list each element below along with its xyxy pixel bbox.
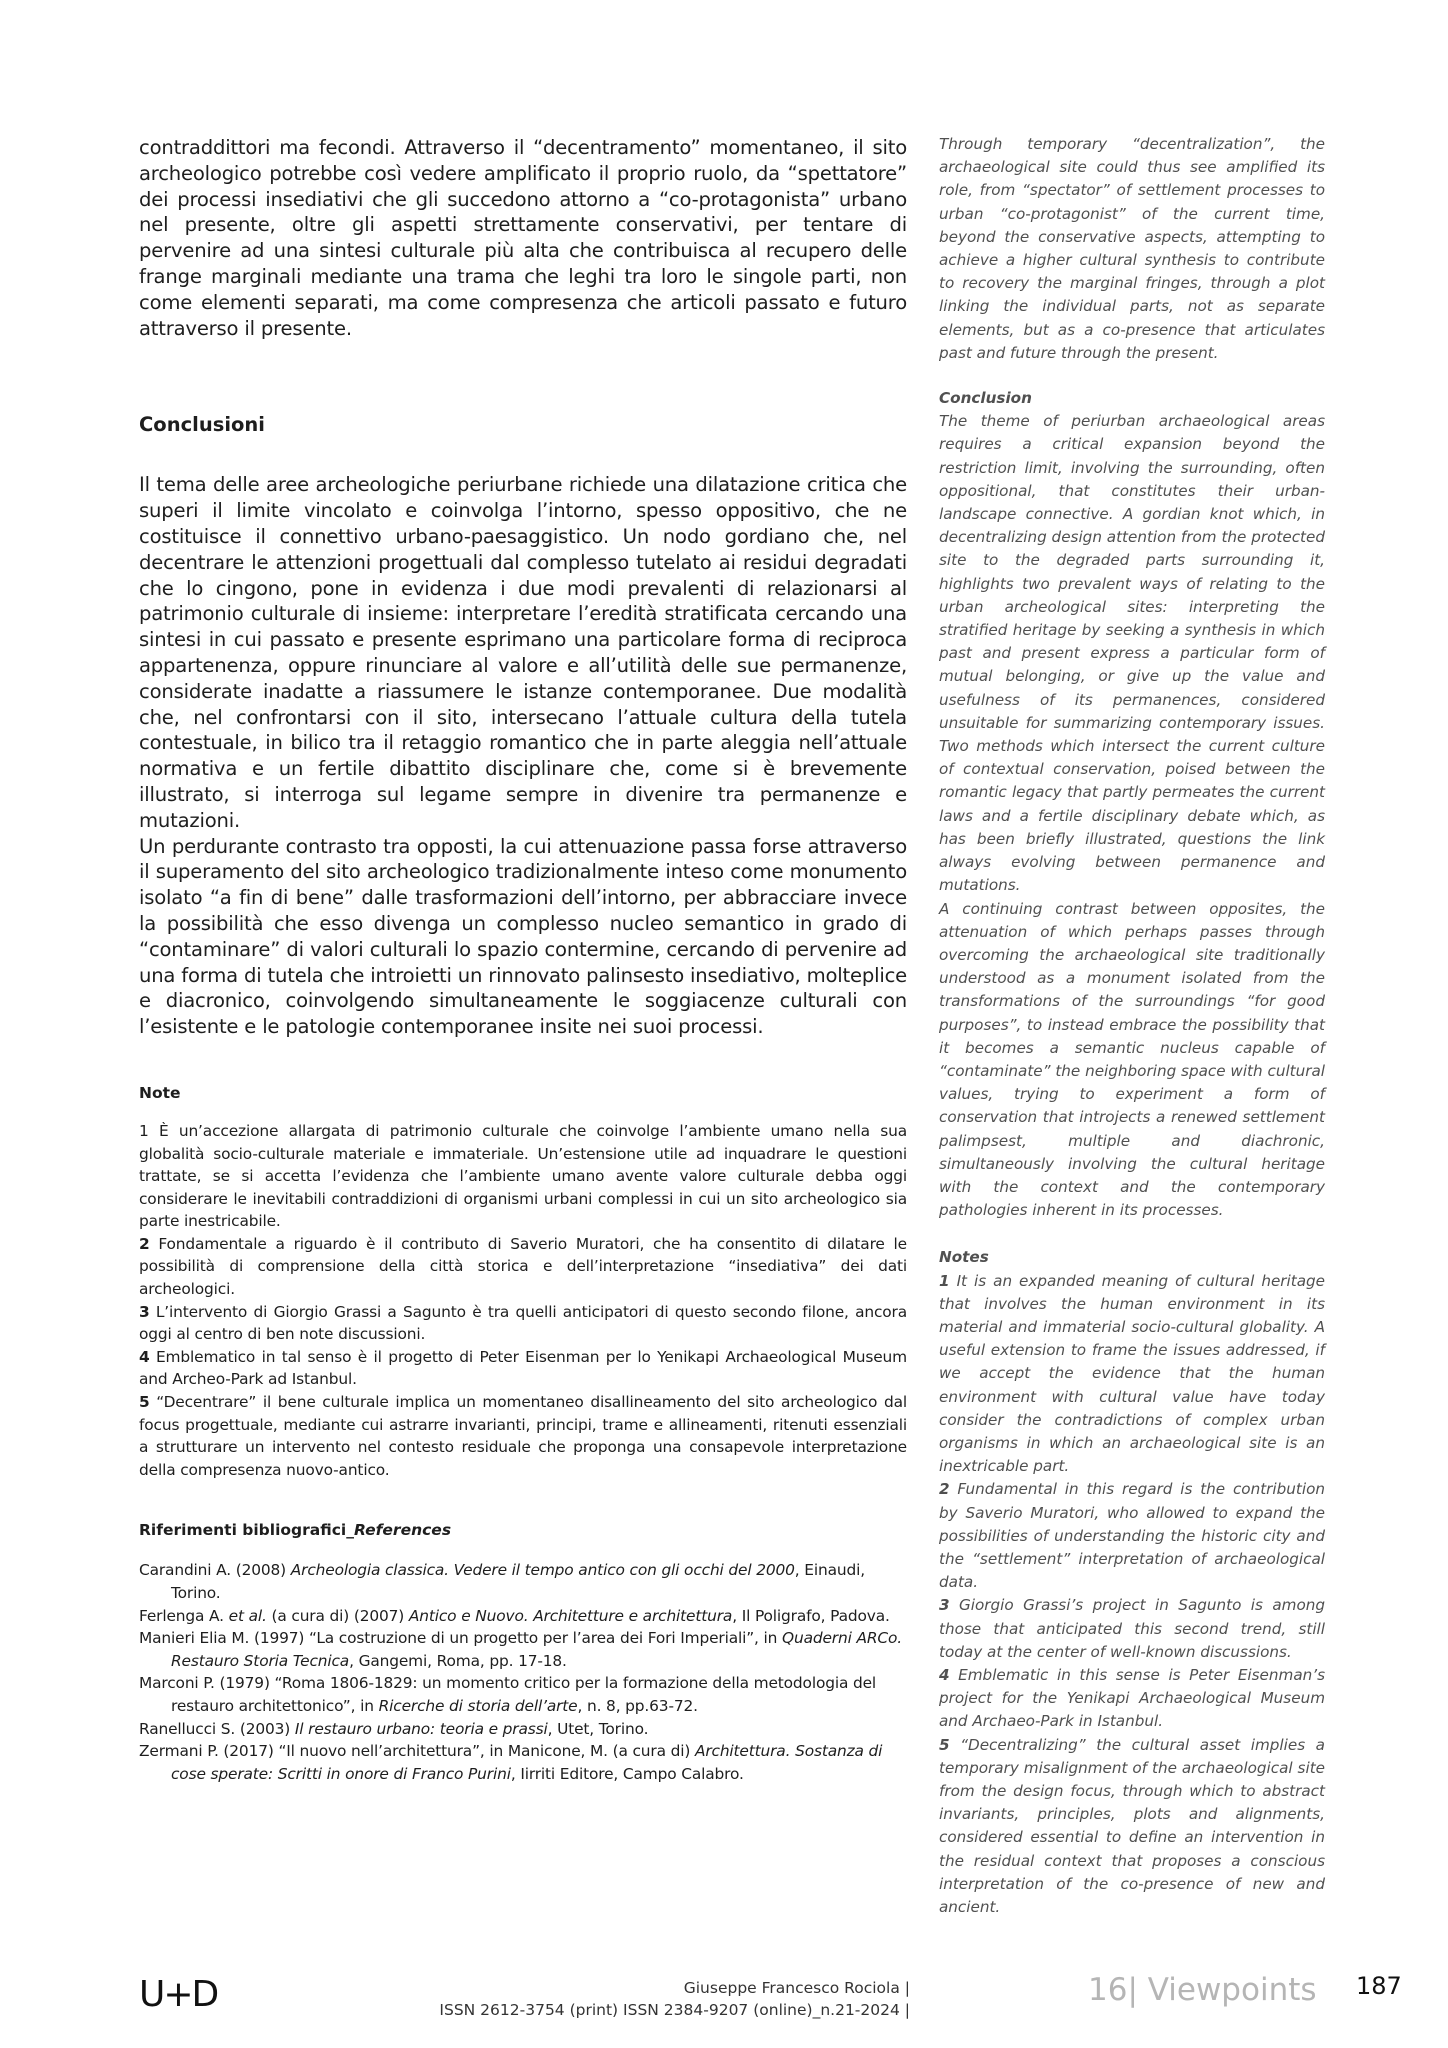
conclusion-paragraph-2-it: Un perdurante contrasto tra opposti, la cui attenuazione passa forse attraverso il superamento del sito archeologico tradizionalmente inteso come monumento isolato “a fin di bene” dalle trasformazioni dell’intorno, per abbracciare invece la possibilità che esso divenga un complesso nucleo semantico in grado di “contaminare” di valori culturali lo spazio contermine, cercando di pervenire ad una forma di tutela che introietti un rinnovato palinsesto insediativo, molteplice e diacronico, coinvolgendo simultaneamente le soggiacenze culturali con l’esistente e le patologie contemporanee insite nei suoi processi. <box>139 834 907 1039</box>
left-column <box>139 135 907 1785</box>
note-item: 3 L’intervento di Giorgio Grassi a Sagunto è tra quelli anticipatori di questo secondo filone, ancora oggi al centro di ben note discussioni. <box>139 1302 907 1344</box>
reference-item: Marconi P. (1979) “Roma 1806-1829: un momento critico per la formazione della metodologia del restauro architettonico”, in Ricerche di storia dell’arte, n. 8, pp.63-72. <box>139 1674 877 1715</box>
note-item: 1 È un’accezione allargata di patrimonio culturale che coinvolge l’ambiente umano nella sua globalità socio-culturale materiale e immateriale. Un’estensione utile ad inquadrare le questioni trattate, se si accetta l’evidenza che l’ambiente umano avente valore culturale debba oggi considerare le inevitabili contraddizioni di organismi urbani complessi in cui un sito archeologico sia parte inestricabile. <box>139 1121 907 1231</box>
conclusion-heading-it: Conclusioni <box>139 413 265 437</box>
reference-item: Ferlenga A. et al. (a cura di) (2007) Antico e Nuovo. Architetture e architettura, Il Poligrafo, Padova. <box>139 1606 890 1625</box>
note-item-en: 1 It is an expanded meaning of cultural heritage that involves the human environment in its material and immaterial socio-cultural globality. A useful extension to frame the issues addressed, if we accept the evidence that the human environment with cultural value have today consider the contradictions of complex urban organisms in which an archaeological site is an inextricable part. <box>939 1271 1325 1476</box>
references-heading: Riferimenti bibliografici_References <box>139 1521 452 1540</box>
intro-paragraph-it: contraddittori ma fecondi. Attraverso il “decentramento” momentaneo, il sito archeologico potrebbe così vedere amplificato il proprio ruolo, da “spettatore” dei processi insediativi che gli succedono attorno a “co-protagonista” urbano nel presente, oltre gli aspetti strettamente conservativi, per tentare di pervenire ad una sintesi culturale più alta che contribuisca al recupero delle frange marginali mediante una trama che leghi tra loro le singole parti, non come elementi separati, ma come compresenza che articoli passato e futuro attraverso il presente. <box>139 136 907 340</box>
intro-paragraph-en: Through temporary “decentralization”, the archaeological site could thus see amplified its role, from “spectator” of settlement processes to urban “co-protagonist” of the current time, beyond the conservative aspects, attempting to achieve a higher cultural synthesis to contribute to recovery the marginal fringes, through a plot linking the individual parts, not as separate elements, but as a co-presence that articulates past and future through the present. <box>939 135 1325 362</box>
note-item-en: 3 Giorgio Grassi’s project in Sagunto is among those that anticipated this second trend, still today at the center of well-known discussions. <box>939 1596 1325 1661</box>
footer-issn: ISSN 2612-3754 (print) ISSN 2384-9207 (online)_n.21-2024 | <box>439 2001 910 2019</box>
conclusion-paragraph-2-en: A continuing contrast between opposites, the attenuation of which perhaps passes through overcoming the archaeological site traditionally understood as a monument isolated from the transformations of the surroundings “for good purposes”, to instead embrace the possibility that it becomes a semantic nucleus capable of “contaminate” the neighboring space with cultural values, trying to experiment a form of conservation that introjects a renewed settlement palimpsest, multiple and diachronic, simultaneously involving the cultural heritage with the context and the contemporary pathologies inherent in its processes. <box>939 899 1326 1220</box>
note-item: 4 Emblematico in tal senso è il progetto di Peter Eisenman per lo Yenikapi Archaeological Museum and Archeo-Park ad Istanbul. <box>139 1347 907 1389</box>
notes-list-it <box>139 1120 907 1482</box>
conclusion-paragraph-1-it: Il tema delle aree archeologiche periurbane richiede una dilatazione critica che superi il limite vincolato e coinvolga l’intorno, spesso oppositivo, che ne costituisce il connettivo urbano-paesaggistico. Un nodo gordiano che, nel decentrare le attenzioni progettuali dal complesso tutelato ai residui degradati che lo cingono, pone in evidenza i due modi prevalenti di relazionarsi al patrimonio culturale di insieme: interpretare l’eredità stratificata cercando una sintesi in cui passato e presente esprimano una particolare forma di reciproca appartenenza, oppure rinunciare al valore e all’utilità delle sue permanenze, considerate inadatte a riassumere le istanze contemporanee. Due modalità che, nel confrontarsi con il sito, intersecano l’attuale cultura della tutela contestuale, in bilico tra il retaggio romantico che in parte aleggia nell’attuale normativa e un fertile dibattito disciplinare che, come si è brevemente illustrato, si interroga sul legame sempre in divenire tra permanenze e mutazioni. <box>139 473 907 832</box>
section-label: 16| Viewpoints <box>1088 1972 1317 2008</box>
note-item: 5 “Decentrare” il bene culturale implica un momentaneo disallineamento del sito archeologico dal focus progettuale, mediante cui astrarre invarianti, principi, trame e allineamenti, ritenuti essenziali a strutturare un intervento nel contesto residuale che proponga una consapevole interpretazione della compresenza nuovo-antico. <box>139 1393 907 1479</box>
journal-logo: U+D <box>139 1974 218 2015</box>
footer-author: Giuseppe Francesco Rociola | <box>683 1979 910 1997</box>
reference-item: Carandini A. (2008) Archeologia classica. Vedere il tempo antico con gli occhi del 2000, Einaudi, Torino. <box>139 1561 865 1602</box>
reference-item: Manieri Elia M. (1997) “La costruzione di un progetto per l’area dei Fori Imperiali”, in Quaderni ARCo. Restauro Storia Tecnica, Gangemi, Roma, pp. 17-18. <box>139 1629 902 1670</box>
note-item-en: 2 Fundamental in this regard is the contribution by Saverio Muratori, who allowed to expand the possibilities of understanding the historic city and the “settlement” interpretation of archaeological data. <box>939 1480 1325 1592</box>
conclusion-heading-en: Conclusion <box>939 389 1032 408</box>
references-list <box>139 1559 907 1785</box>
note-item-en: 5 “Decentralizing” the cultural asset implies a temporary misalignment of the archaeological site from the design focus, through which to abstract invariants, principles, plots and alignments, considered essential to define an intervention in the residual context that proposes a conscious interpretation of the co-presence of new and ancient. <box>939 1735 1325 1917</box>
page-number: 187 <box>1356 1972 1402 2000</box>
footer-credit <box>390 1977 910 2021</box>
right-column <box>939 133 1325 1919</box>
conclusion-paragraph-1-en: The theme of periurban archaeological areas requires a critical expansion beyond the restriction limit, involving the surrounding, often oppositional, that constitutes their urban-landscape connective. A gordian knot which, in decentralizing design attention from the protected site to the degraded parts surrounding it, highlights two prevalent ways of relating to the urban archeological sites: interpreting the stratified heritage by seeking a synthesis in which past and present express a particular form of mutual belonging, or give up the value and usefulness of its permanences, considered unsuitable for summarizing contemporary issues. Two methods which intersect the current culture of contextual conservation, poised between the romantic legacy that partly permeates the current laws and a fertile disciplinary debate which, as has been briefly illustrated, questions the link always evolving between permanence and mutations. <box>939 412 1325 895</box>
reference-item: Ranellucci S. (2003) Il restauro urbano: teoria e prassi, Utet, Torino. <box>139 1719 649 1738</box>
notes-heading-en: Notes <box>939 1248 989 1267</box>
note-item-en: 4 Emblematic in this sense is Peter Eisenman’s project for the Yenikapi Archaeological Museum and Archaeo-Park in Istanbul. <box>939 1666 1325 1731</box>
notes-heading-it: Note <box>139 1083 181 1102</box>
note-item: 2 Fondamentale a riguardo è il contributo di Saverio Muratori, che ha consentito di dilatare le possibilità di comprensione della città storica e dell’interpretazione “insediativa” dei dati archeologici. <box>139 1234 907 1299</box>
reference-item: Zermani P. (2017) “Il nuovo nell’architettura”, in Manicone, M. (a cura di) Architettura. Sostanza di cose sperate: Scritti in onore di Franco Purini, Iirriti Editore, Campo Calabro. <box>139 1742 883 1783</box>
